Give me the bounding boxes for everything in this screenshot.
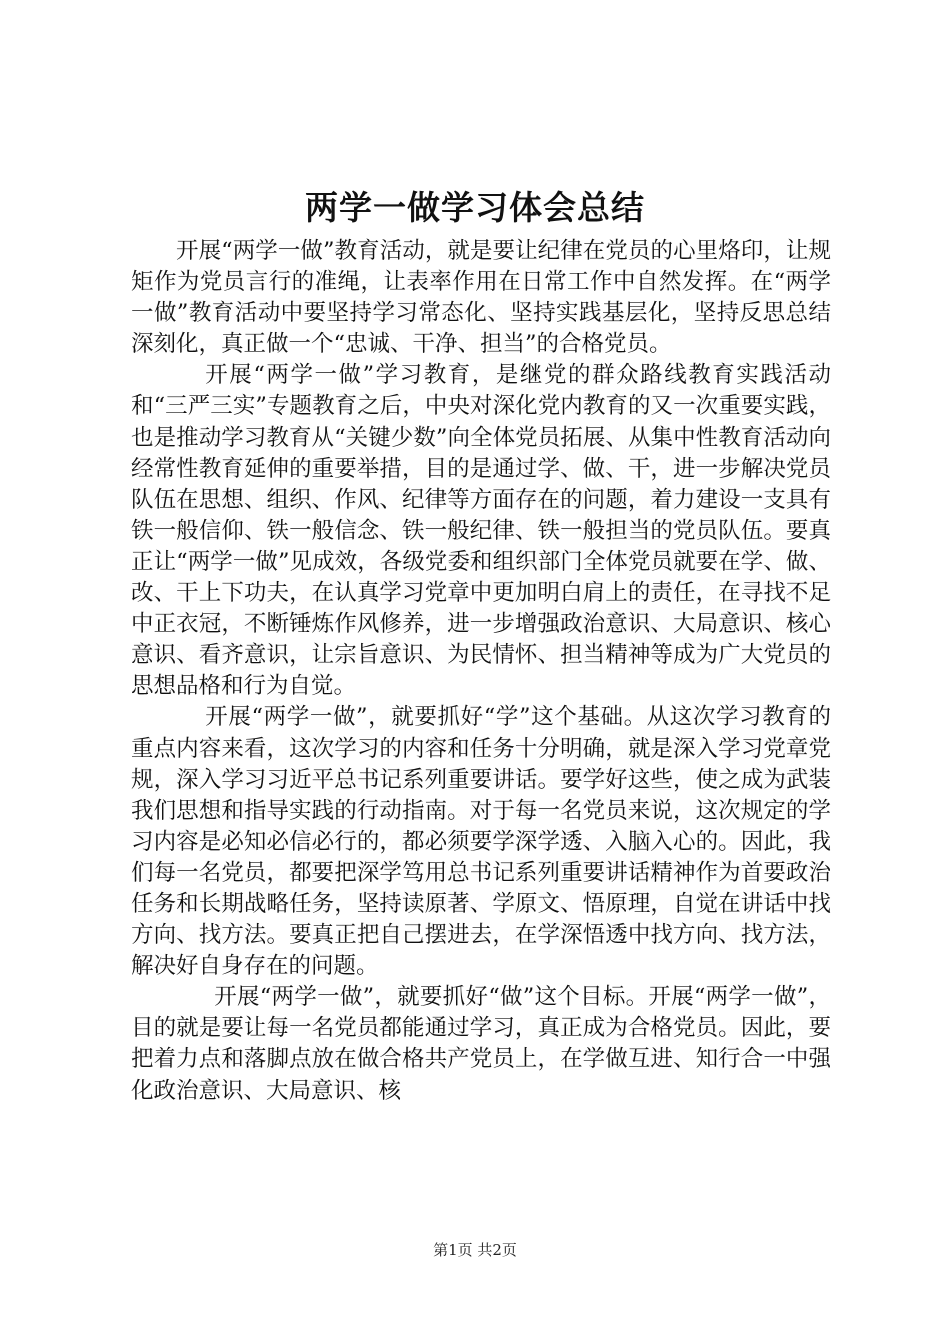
paragraph-1: 开展“两学一做”教育活动，就是要让纪律在党员的心里烙印，让规矩作为党员言行的准绳，让表率作用在日常工作中自然发挥。在“两学一做”教育活动中要坚持学习常态化、坚持实践基层化，坚持反思总结深刻化，真正做一个“忠诚、干净、担当”的合格党员。 — [131, 238, 831, 358]
page-number-footer: 第1页 共2页 — [433, 1241, 517, 1259]
paragraph-3: 开展“两学一做”，就要抓好“学”这个基础。从这次学习教育的重点内容来看，这次学习的内容和任务十分明确，就是深入学习党章党规，深入学习习近平总书记系列重要讲话。要学好这些，使之成为武装我们思想和指导实践的行动指南。对于每一名党员来说，这次规定的学习内容是必知必信必行的，都必须要学深学透、入脑入心的。因此，我们每一名党员，都要把深学笃用总书记系列重要讲话精神作为首要政治任务和长期战略任务，坚持读原著、学原文、悟原理，自觉在讲话中找方向、找方法。要真正把自己摆进去，在学深悟透中找方向、找方法，解决好自身存在的问题。 — [131, 704, 831, 980]
document-title: 两学一做学习体会总结 — [305, 188, 645, 227]
paragraph-2: 开展“两学一做”学习教育，是继党的群众路线教育实践活动和“三严三实”专题教育之后，中央对深化党内教育的又一次重要实践，也是推动学习教育从“关键少数”向全体党员拓展、从集中性教育活动向经常性教育延伸的重要举措，目的是通过学、做、干，进一步解决党员队伍在思想、组织、作风、纪律等方面存在的问题，着力建设一支具有铁一般信仰、铁一般信念、铁一般纪律、铁一般担当的党员队伍。要真正让“两学一做”见成效，各级党委和组织部门全体党员就要在学、做、改、干上下功夫，在认真学习党章中更加明白肩上的责任，在寻找不足中正衣冠，不断锤炼作风修养，进一步增强政治意识、大局意识、核心意识、看齐意识，让宗旨意识、为民情怀、担当精神等成为广大党员的思想品格和行为自觉。 — [131, 362, 831, 700]
paragraph-4: 开展“两学一做”，就要抓好“做”这个目标。开展“两学一做”，目的就是要让每一名党员都能通过学习，真正成为合格党员。因此，要把着力点和落脚点放在做合格共产党员上，在学做互进、知行合一中强化政治意识、大局意识、核 — [131, 984, 831, 1104]
document-body — [131, 236, 831, 1107]
